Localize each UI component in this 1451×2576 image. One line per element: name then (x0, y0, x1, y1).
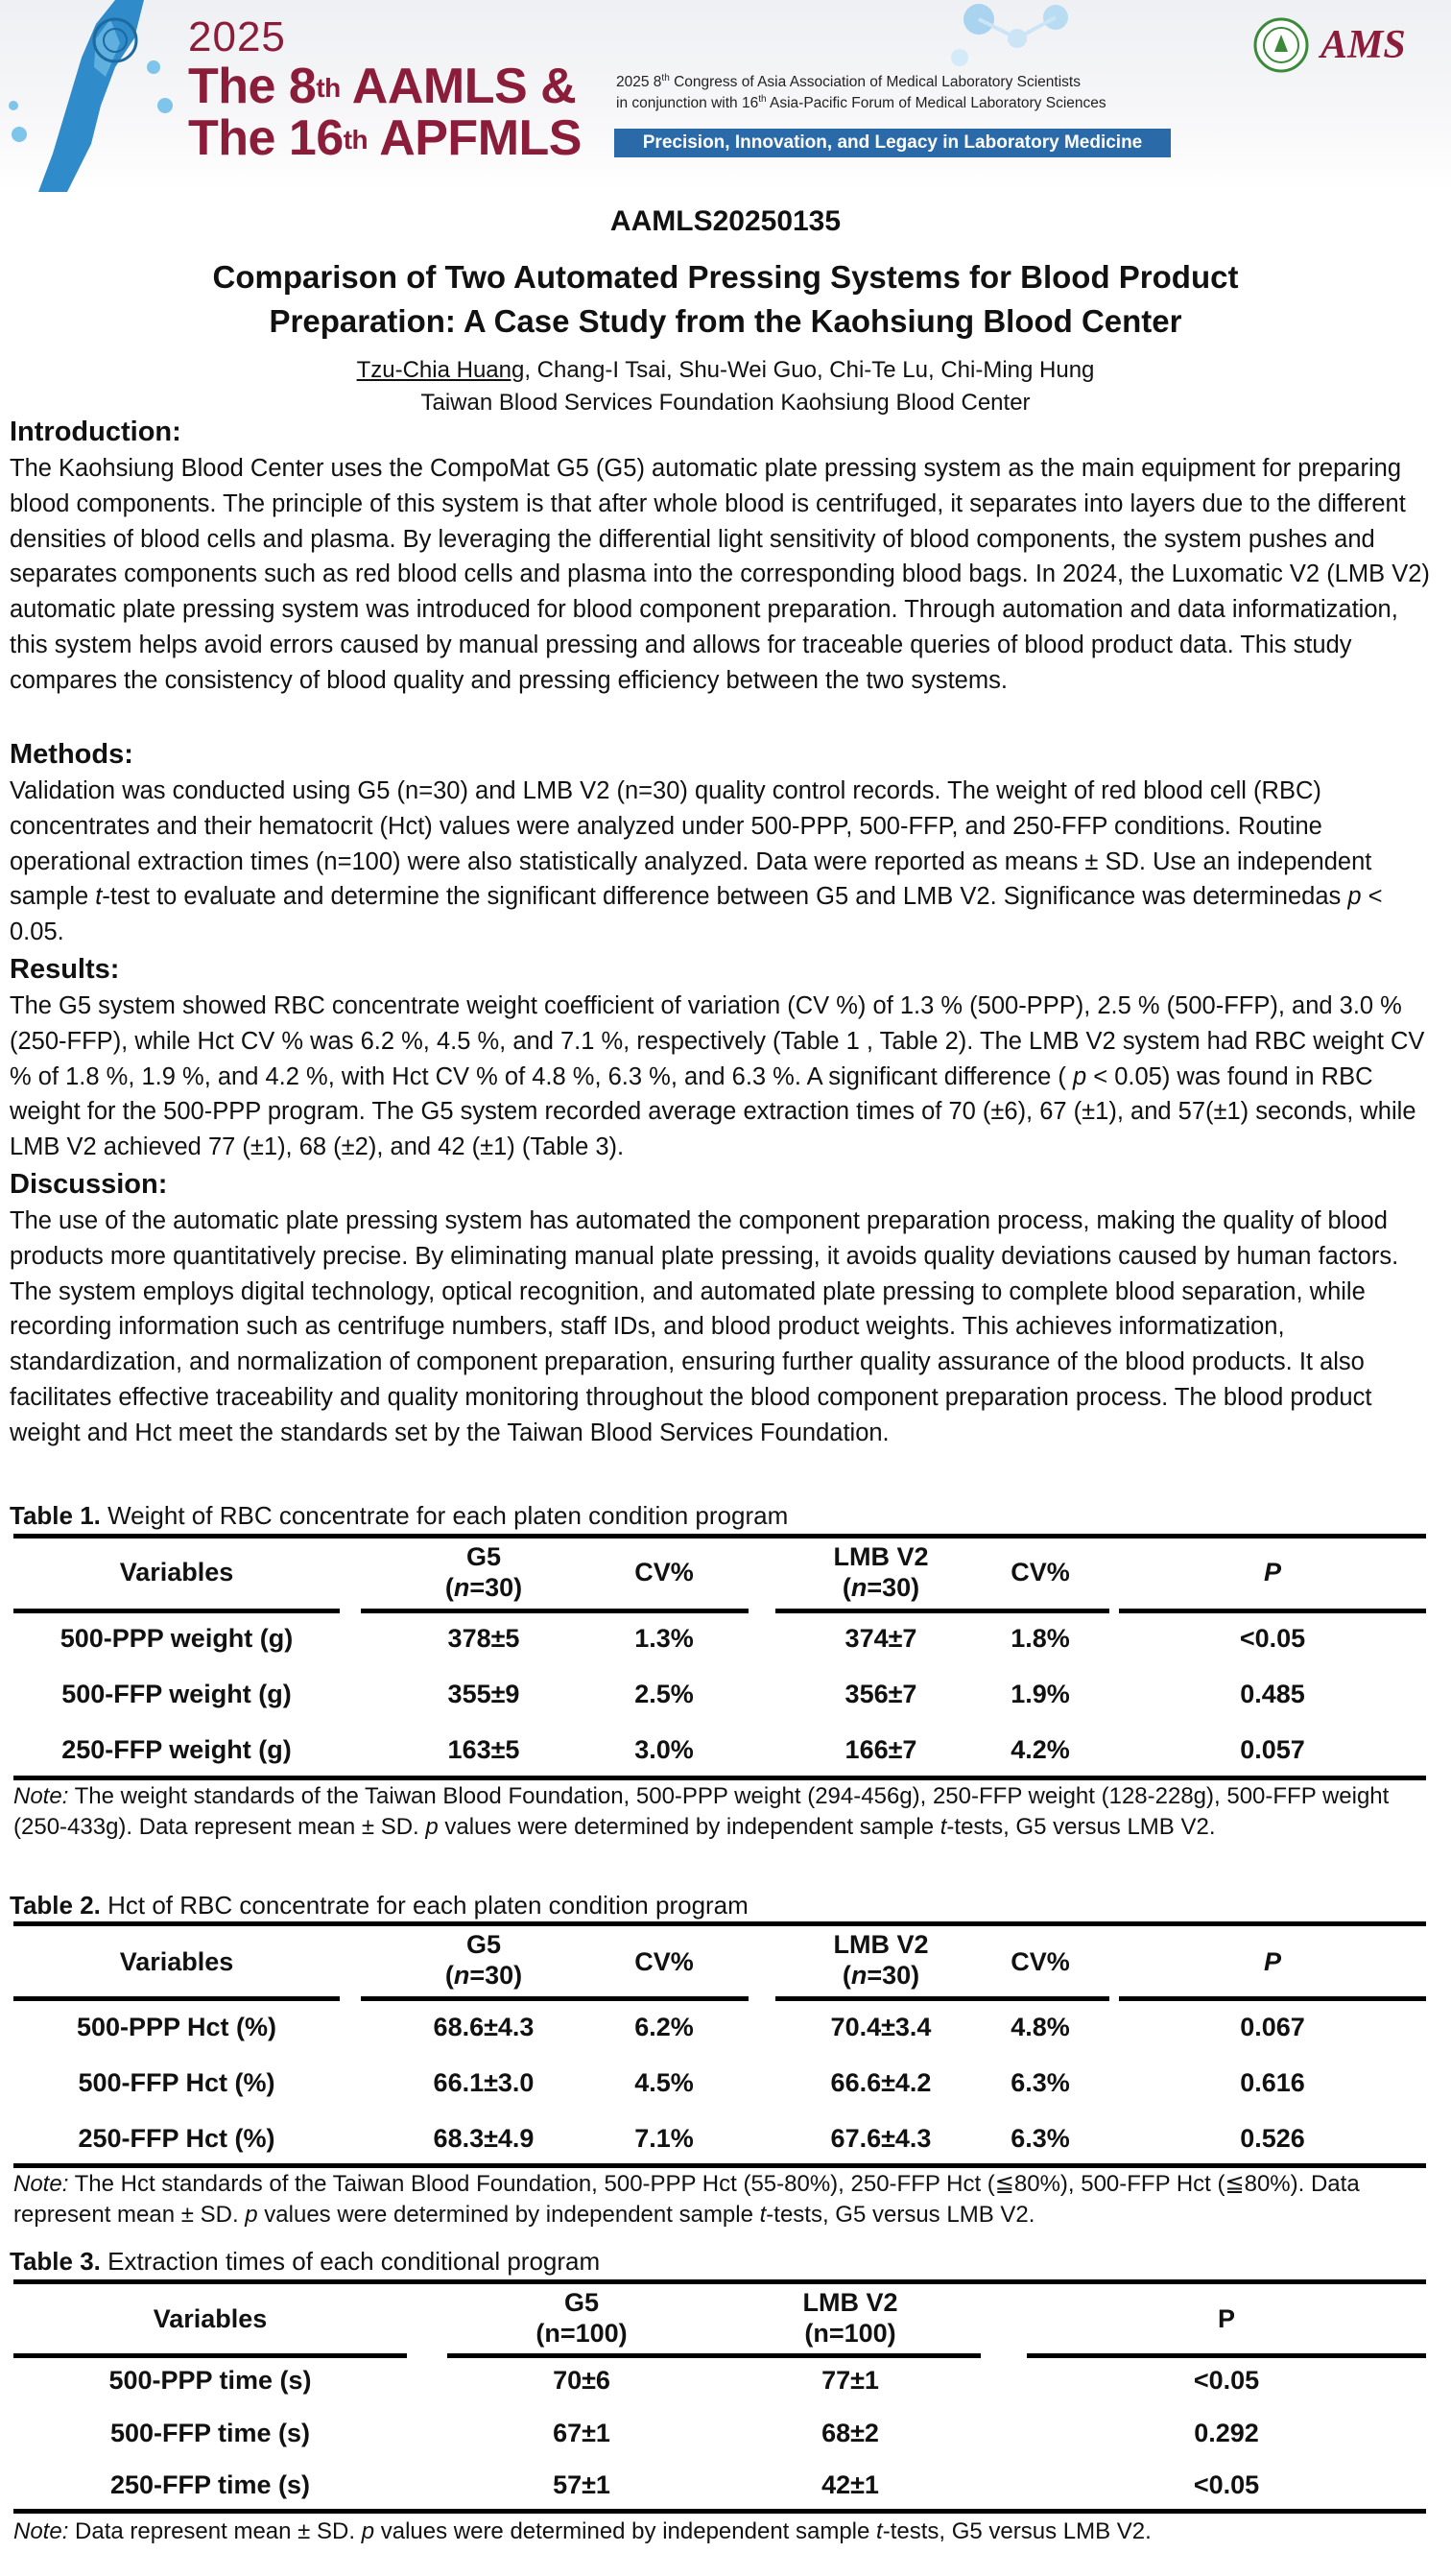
table2-header-g5: G5 (n=30) (444, 1930, 523, 1990)
table2-cell-g5: 66.1±3.0 (433, 2068, 535, 2097)
table1-cell-p: 0.485 (1240, 1680, 1305, 1708)
ams-logo (1317, 19, 1436, 69)
table3-header-g5: G5 (n=100) (535, 2288, 628, 2348)
table2-cell-lmb: 66.6±4.2 (830, 2068, 932, 2097)
society-seal-logo (1253, 17, 1309, 73)
table2-caption: Table 2. Hct of RBC concentrate for each platen condition program (10, 1891, 749, 1920)
table1-header-lmb: LMB V2 (n=30) (833, 1542, 929, 1602)
table2-cell-cv1: 6.2% (634, 2013, 694, 2041)
table3-header-rule-c (1027, 2353, 1426, 2358)
table2-cell-cv1: 4.5% (634, 2068, 694, 2097)
results-heading: Results: (10, 954, 120, 985)
table1-header-rule-a (13, 1609, 340, 1613)
table2-cell-cv2: 6.3% (1011, 2068, 1070, 2097)
table1-cell-cv2: 1.9% (1011, 1680, 1070, 1708)
table2-cell-cv2: 4.8% (1011, 2013, 1070, 2041)
discussion-section (10, 1165, 1441, 1451)
table3-note: Note: Data represent mean ± SD. p values were determined by independent sample t-tests, G5 versus LMB V2. (13, 2518, 1152, 2544)
conference-tagline: Precision, Innovation, and Legacy in Laboratory Medicine (614, 129, 1171, 157)
table3-cell-variable: 500-FFP time (s) (109, 2419, 311, 2447)
table1-header-cv2: CV% (1011, 1558, 1070, 1586)
table1-bottom-rule (13, 1776, 1426, 1780)
table2-cell-lmb: 67.6±4.3 (830, 2124, 932, 2153)
introduction-text: The Kaohsiung Blood Center uses the CompoMat G5 (G5) automatic plate pressing system as the main equipment for preparing blood components. The principle of this system is that after whole blood is centrifuged, it separates into layers due to the different densities of blood cells and plasma. By leveraging the differential light sensitivity of blood components, the system pushes and separates components such as red blood cells and plasma into the corresponding blood bags. In 2024, the Luxomatic V2 (LMB V2) automatic plate pressing system was introduced for blood component preparation. Through automation and data informatization, this system helps avoid errors caused by manual pressing and allows for traceable queries of blood product data. This study compares the consistency of blood quality and pressing efficiency between the two systems. (10, 455, 1430, 694)
table1-cell-variable: 500-FFP weight (g) (61, 1680, 292, 1708)
table2-cell-lmb: 70.4±3.4 (830, 2013, 932, 2041)
table3-header-rule-b (447, 2353, 981, 2358)
table1-caption: Table 1. Weight of RBC concentrate for each platen condition program (10, 1501, 789, 1530)
table1-header-p: P (1263, 1558, 1281, 1586)
table1-cell-p: 0.057 (1240, 1735, 1305, 1764)
table2-cell-variable: 500-PPP Hct (%) (76, 2013, 277, 2041)
table1-cell-variable: 250-FFP weight (g) (61, 1735, 292, 1764)
table2-cell-variable: 500-FFP Hct (%) (78, 2068, 275, 2097)
table2-cell-cv2: 6.3% (1011, 2124, 1070, 2153)
table3-header-p: P (1217, 2304, 1235, 2333)
table1-cell-g5: 378±5 (447, 1624, 520, 1653)
methods-section (10, 735, 1441, 950)
table2-header-rule-b (361, 1996, 749, 2001)
discussion-heading: Discussion: (10, 1169, 168, 1200)
table2-header-cv2: CV% (1011, 1947, 1070, 1976)
table1-header-variables: Variables (119, 1558, 234, 1586)
table3-bottom-rule (13, 2509, 1426, 2514)
conference-banner (0, 0, 1451, 192)
svg-text:AMS: AMS (1320, 23, 1406, 67)
table1-cell-lmb: 356±7 (844, 1680, 917, 1708)
table1-header-cv: CV% (634, 1558, 694, 1586)
title-line-1: Comparison of Two Automated Pressing Systems for Blood Product (212, 259, 1239, 295)
table2-note: Note: The Hct standards of the Taiwan Blood Foundation, 500-PPP Hct (55-80%), 250-FFP Hct (≦80%), 500-FFP Hct (≦80%). Data represent mean ± SD. p values were determined by independent sample t-tests, G5 versus LMB V2. (13, 2171, 1360, 2228)
table1-cell-cv2: 1.8% (1011, 1624, 1070, 1653)
table3-header-lmb: LMB V2 (n=100) (802, 2288, 898, 2348)
title-line-2: Preparation: A Case Study from the Kaohsiung Blood Center (269, 303, 1182, 339)
table1-header-g5: G5 (n=30) (444, 1542, 523, 1602)
table3-cell-g5: 57±1 (553, 2470, 610, 2499)
banner-line1: The 8th AAMLS & (188, 59, 577, 114)
table3-header-rule-a (13, 2353, 407, 2358)
results-section (10, 950, 1441, 1165)
introduction-section (10, 413, 1441, 699)
results-text: The G5 system showed RBC concentrate weight coefficient of variation (CV %) of 1.3 % (500-PPP), 2.5 % (500-FFP), and 3.0 % (250-FFP), while Hct CV % was 6.2 %, 4.5 %, and 7.1 %, respectively (Table 1 , Table 2). The LMB V2 system had RBC weight CV % of 1.8 %, 1.9 %, and 4.2 %, with Hct CV % of 4.8 %, 6.3 %, and 6.3 %. A significant difference ( p < 0.05) was found in RBC weight for the 500-PPP program. The G5 system recorded average extraction times of 70 (±6), 67 (±1), and 57(±1) seconds, while LMB V2 achieved 77 (±1), 68 (±2), and 42 (±1) (Table 3). (10, 992, 1425, 1161)
table2-header-p: P (1263, 1947, 1281, 1976)
table2-cell-p: 0.067 (1240, 2013, 1305, 2041)
paper-title (0, 255, 1451, 344)
table3-header-variables: Variables (153, 2304, 268, 2333)
table2-cell-g5: 68.6±4.3 (433, 2013, 535, 2041)
methods-heading: Methods: (10, 739, 133, 770)
table3-cell-p: <0.05 (1193, 2470, 1260, 2499)
table1-cell-p: <0.05 (1239, 1624, 1306, 1653)
table2-header-lmb: LMB V2 (n=30) (833, 1930, 929, 1990)
table1-cell-variable: 500-PPP weight (g) (59, 1624, 294, 1653)
affiliation: Taiwan Blood Services Foundation Kaohsiung Blood Center (420, 390, 1031, 416)
table2-header-cv: CV% (634, 1947, 694, 1976)
table3-cell-lmb: 68±2 (821, 2419, 879, 2447)
author-block (0, 354, 1451, 419)
table3-cell-lmb: 77±1 (821, 2366, 879, 2395)
table1-header-rule-c (775, 1609, 1109, 1613)
table1-cell-lmb: 374±7 (844, 1624, 917, 1653)
table1-cell-cv1: 2.5% (634, 1680, 694, 1708)
table1-header-rule-b (361, 1609, 749, 1613)
table1-cell-g5: 163±5 (447, 1735, 520, 1764)
table3-cell-p: 0.292 (1194, 2419, 1259, 2447)
table3-cell-variable: 500-PPP time (s) (108, 2366, 312, 2395)
table3-caption: Table 3. Extraction times of each conditional program (10, 2247, 601, 2276)
methods-text: Validation was conducted using G5 (n=30) and LMB V2 (n=30) quality control records. The weight of red blood cell (RBC) concentrates and their hematocrit (Hct) values were analyzed under 500-PPP, 500-FFP, and 250-FFP conditions. Routine operational extraction times (n=100) were also statistically analyzed. Data were reported as means ± SD. Use an independent sample t-test to evaluate and determine the significant difference between G5 and LMB V2. Significance was determinedas p < 0.05. (10, 777, 1383, 946)
table1-cell-cv2: 4.2% (1011, 1735, 1070, 1764)
table1-cell-cv1: 3.0% (634, 1735, 694, 1764)
banner-year: 2025 (188, 13, 286, 60)
table2-header-rule-d (1119, 1996, 1426, 2001)
table3-cell-g5: 70±6 (553, 2366, 610, 2395)
table2-header-rule-c (775, 1996, 1109, 2001)
table2-cell-cv1: 7.1% (634, 2124, 694, 2153)
author-list: Tzu-Chia Huang, Chang-I Tsai, Shu-Wei Guo, Chi-Te Lu, Chi-Ming Hung (356, 357, 1095, 383)
abstract-id: AAMLS20250135 (609, 205, 842, 237)
table1-header-rule-d (1119, 1609, 1426, 1613)
table2-cell-p: 0.526 (1240, 2124, 1305, 2153)
table1-cell-lmb: 166±7 (844, 1735, 917, 1764)
table3-top-rule (13, 2279, 1426, 2284)
table3-cell-variable: 250-FFP time (s) (109, 2470, 311, 2499)
table2-bottom-rule (13, 2163, 1426, 2168)
table3-cell-lmb: 42±1 (821, 2470, 879, 2499)
table2-cell-p: 0.616 (1240, 2068, 1305, 2097)
table2-top-rule (13, 1921, 1426, 1926)
taiwan-map-logo (0, 0, 192, 192)
table1-top-rule (13, 1534, 1426, 1538)
table1-cell-cv1: 1.3% (634, 1624, 694, 1653)
presenting-author: Tzu-Chia Huang (356, 357, 525, 383)
congress-line-2: in conjunction with 16th Asia-Pacific Forum of Medical Laboratory Sciences (616, 94, 1106, 112)
banner-line2: The 16th APFMLS (188, 110, 582, 166)
table3-cell-p: <0.05 (1193, 2366, 1260, 2395)
table1-cell-g5: 355±9 (447, 1680, 520, 1708)
table2-cell-g5: 68.3±4.9 (433, 2124, 535, 2153)
table2-cell-variable: 250-FFP Hct (%) (78, 2124, 275, 2153)
table2-header-variables: Variables (119, 1947, 234, 1976)
discussion-text: The use of the automatic plate pressing system has automated the component preparation process, making the quality of blood products more quantitatively precise. By eliminating manual plate pressing, it avoids quality deviations caused by human factors. The system employs digital technology, optical recognition, and automated plate pressing to complete blood separation, while recording information such as centrifuge numbers, staff IDs, and blood product weights. This achieves informatization, standardization, and normalization of component preparation, ensuring further quality assurance of the blood products. It also facilitates effective traceability and quality monitoring throughout the blood component preparation process. The blood product weight and Hct meet the standards set by the Taiwan Blood Services Foundation. (10, 1207, 1399, 1446)
congress-line-1: 2025 8th Congress of Asia Association of Medical Laboratory Scientists (616, 73, 1081, 91)
introduction-heading: Introduction: (10, 417, 181, 447)
table3-cell-g5: 67±1 (553, 2419, 610, 2447)
table2-header-rule-a (13, 1996, 340, 2001)
table1-note: Note: The weight standards of the Taiwan Blood Foundation, 500-PPP weight (294-456g), 250-FFP weight (128-228g), 500-FFP weight (250-433g). Data represent mean ± SD. p values were determined by independent sample t-tests, G5 versus LMB V2. (13, 1783, 1390, 1840)
